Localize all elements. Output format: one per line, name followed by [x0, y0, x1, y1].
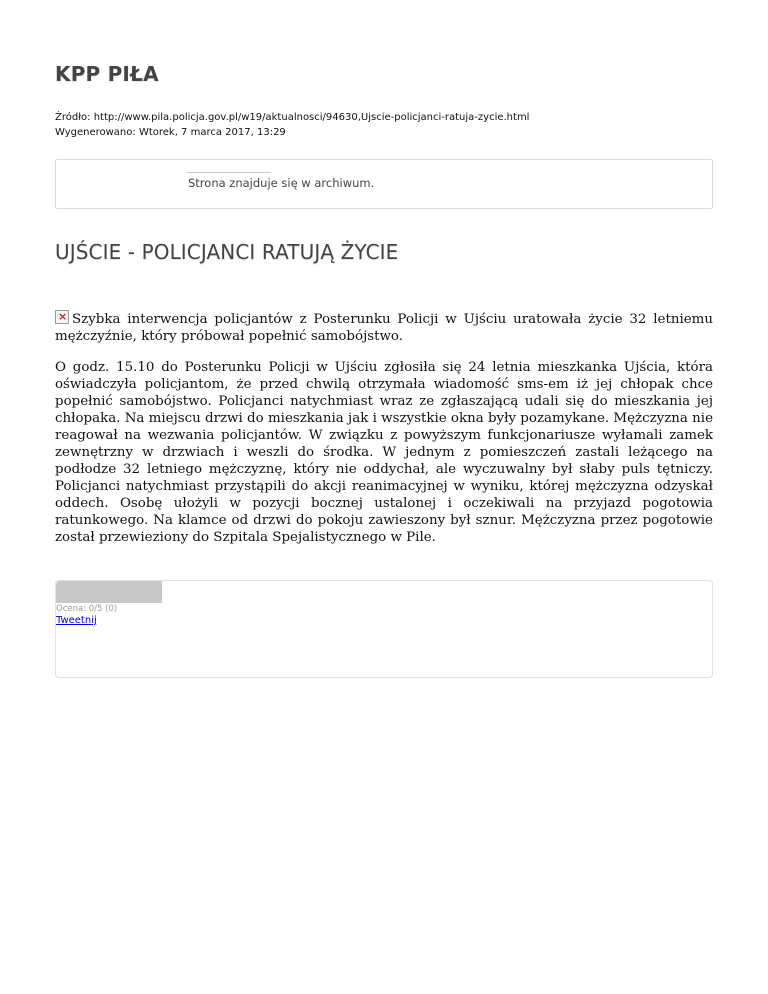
archive-notice-text: Strona znajduje się w archiwum. [188, 176, 375, 190]
broken-image-icon [55, 310, 69, 324]
generated-line: Wygenerowano: Wtorek, 7 marca 2017, 13:29 [55, 127, 286, 138]
site-title: KPP PIŁA [55, 62, 159, 86]
article-body: O godz. 15.10 do Posterunku Policji w Ujściu zgłosiła się 24 letnia mieszkanka Ujścia, która oświadczyła policjantom, że przed chwilą otrzymała wiadomość sms-em iż jej chłopak chce popełnić samobójstwo. Policjanci natychmiast wraz ze zgłaszającą udali się do mieszkania jej chłopaka. Na miejscu drzwi do mieszkania jak i wszystkie okna były pozamykane. Mężczyzna nie reagował na wezwania policjantów. W związku z powyższym funkcjonariusze wyłamali zamek zewnętrzny w drzwiach i weszli do środka. W jednym z pomieszczeń zastali leżącego na podłodze 32 letniego mężczyznę, który nie oddychał, ale wyczuwalny był słaby puls tętniczy. Policjanci natychmiast przystąpili do akcji reanimacyjnej w wyniku, której mężczyzna odzyskał oddech. Osobę ułożyli w pozycji bocznej ustalonej i oczekiwali na przyjazd pogotowia ratunkowego. Na klamce od drzwi do pokoju zawieszony był sznur. Mężczyzna przez pogotowie został przewieziony do Szpitala Spejalistycznego w Pile. [55, 360, 713, 545]
rating-panel [55, 580, 713, 678]
archive-notice-box [55, 159, 713, 209]
article-lead [55, 310, 713, 345]
tweet-link[interactable]: Tweetnij [56, 615, 97, 626]
rating-stars-bar[interactable] [56, 581, 162, 603]
article-title: UJŚCIE - POLICJANCI RATUJĄ ŻYCIE [55, 240, 399, 264]
rating-score: Ocena: 0/5 (0) [56, 604, 118, 614]
source-line: Źródło: http://www.pila.policja.gov.pl/w19/aktualnosci/94630,Ujscie-policjanci-ratuja-zycie.html [55, 112, 530, 123]
archive-divider [187, 172, 271, 173]
document-meta [55, 110, 529, 140]
article-lead-text: Szybka interwencja policjantów z Posterunku Policji w Ujściu uratowała życie 32 letniemu mężczyźnie, który próbował popełnić samobójstwo. [55, 312, 713, 344]
